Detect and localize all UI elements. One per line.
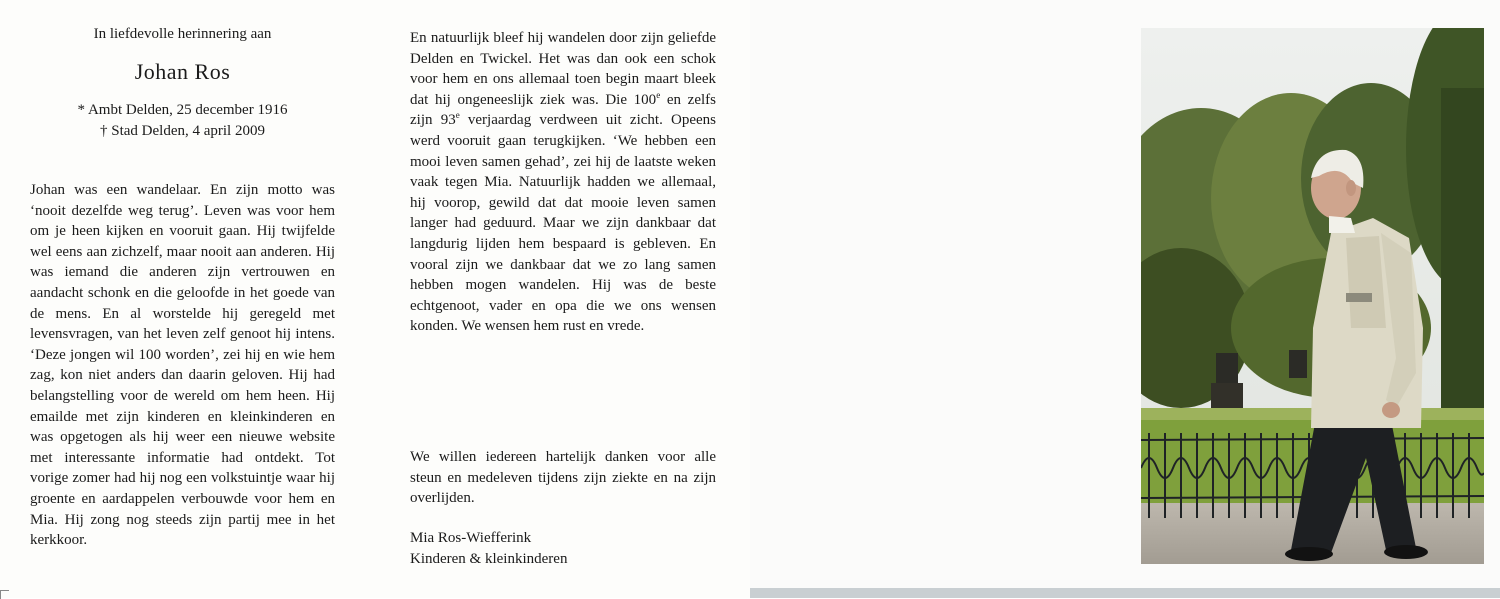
- ordinal-suffix-1: e: [656, 89, 661, 100]
- tribute-text-part-3: verjaardag verdween uit zicht. Opeens werd vooruit gaan terugkijken. ‘We hebben een mooi leven samen gehad’, zei hij de laatste weken vaak tegen Mia. Natuurlijk hadden we allemaal, hij voorop, gewild dat dat mooie leven samen langer had geduurd. Maar we zijn dankbaar dat langdurig lijden hem bespaard is gebleven. En vooral zijn we dankbaar dat we zo lang samen hebben mogen wandelen. Hij was de beste echtgenoot, vader en opa die we ons wensen konden. We wensen hem rust en vrede.: [410, 112, 717, 335]
- left-page: [0, 0, 750, 598]
- tribute-text-part-1: En natuurlijk bleef hij wandelen door zijn geliefde Delden en Twickel. Het was dan ook een schok voor hem en ons allemaal toen begin maart bleek dat hij ongeneeslijk ziek was. Die 100: [410, 30, 716, 108]
- deceased-name: Johan Ros: [134, 59, 231, 84]
- birth-line: * Ambt Delden, 25 december 1916: [77, 102, 288, 118]
- tribute-paragraph-1: Johan was een wandelaar. En zijn motto was ‘nooit dezelfde weg terug’. Leven was voor hem om je heen kijken en vooruit gaan. Hij twijfelde wel eens aan zichzelf, maar nooit aan anderen. Hij was iemand die anderen zijn vertrouwen en aandacht schonk en die geloofde in het goede van de mens. En al worstelde hij geregeld met levensvragen, van het leven zelf genoot hij intens. ‘Deze jongen wil 100 worden’, zei hij en wie hem zag, kon niet anders dan daarin geloven. Hij had belangstelling voor de wereld om hem heen. Hij emailde met zijn kinderen en kleinkinderen en was opgetogen als hij weer een nieuwe website met interessante informatie had ontdekt. Tot vorige zomer had hij nog een volkstuintje waar hij groente en aardappelen verbouwde voor hem en Mia. Hij zong nog steeds zijn partij mee in het kerkkoor.: [30, 182, 335, 549]
- portrait-photo: [1141, 28, 1484, 564]
- thanks-paragraph: We willen iedereen hartelijk danken voor alle steun en medeleven tijdens zijn ziekte en na zijn overlijden.: [410, 449, 716, 507]
- scan-edge-strip: [750, 588, 1500, 598]
- card-heading: [30, 24, 335, 142]
- ordinal-suffix-2: e: [455, 110, 460, 121]
- photo-illustration: [1141, 28, 1484, 564]
- signature-name: Mia Ros-Wiefferink: [410, 530, 532, 546]
- signature-family: Kinderen & kleinkinderen: [410, 550, 568, 567]
- life-dates: [30, 100, 335, 142]
- intro-line: In liefdevolle herinnering aan: [93, 26, 272, 42]
- tribute-text-part-2: en zelfs zijn 93: [410, 91, 716, 129]
- death-line: † Stad Delden, 4 april 2009: [100, 123, 265, 139]
- signature-block: [410, 528, 567, 569]
- tribute-paragraph-2: [410, 28, 716, 337]
